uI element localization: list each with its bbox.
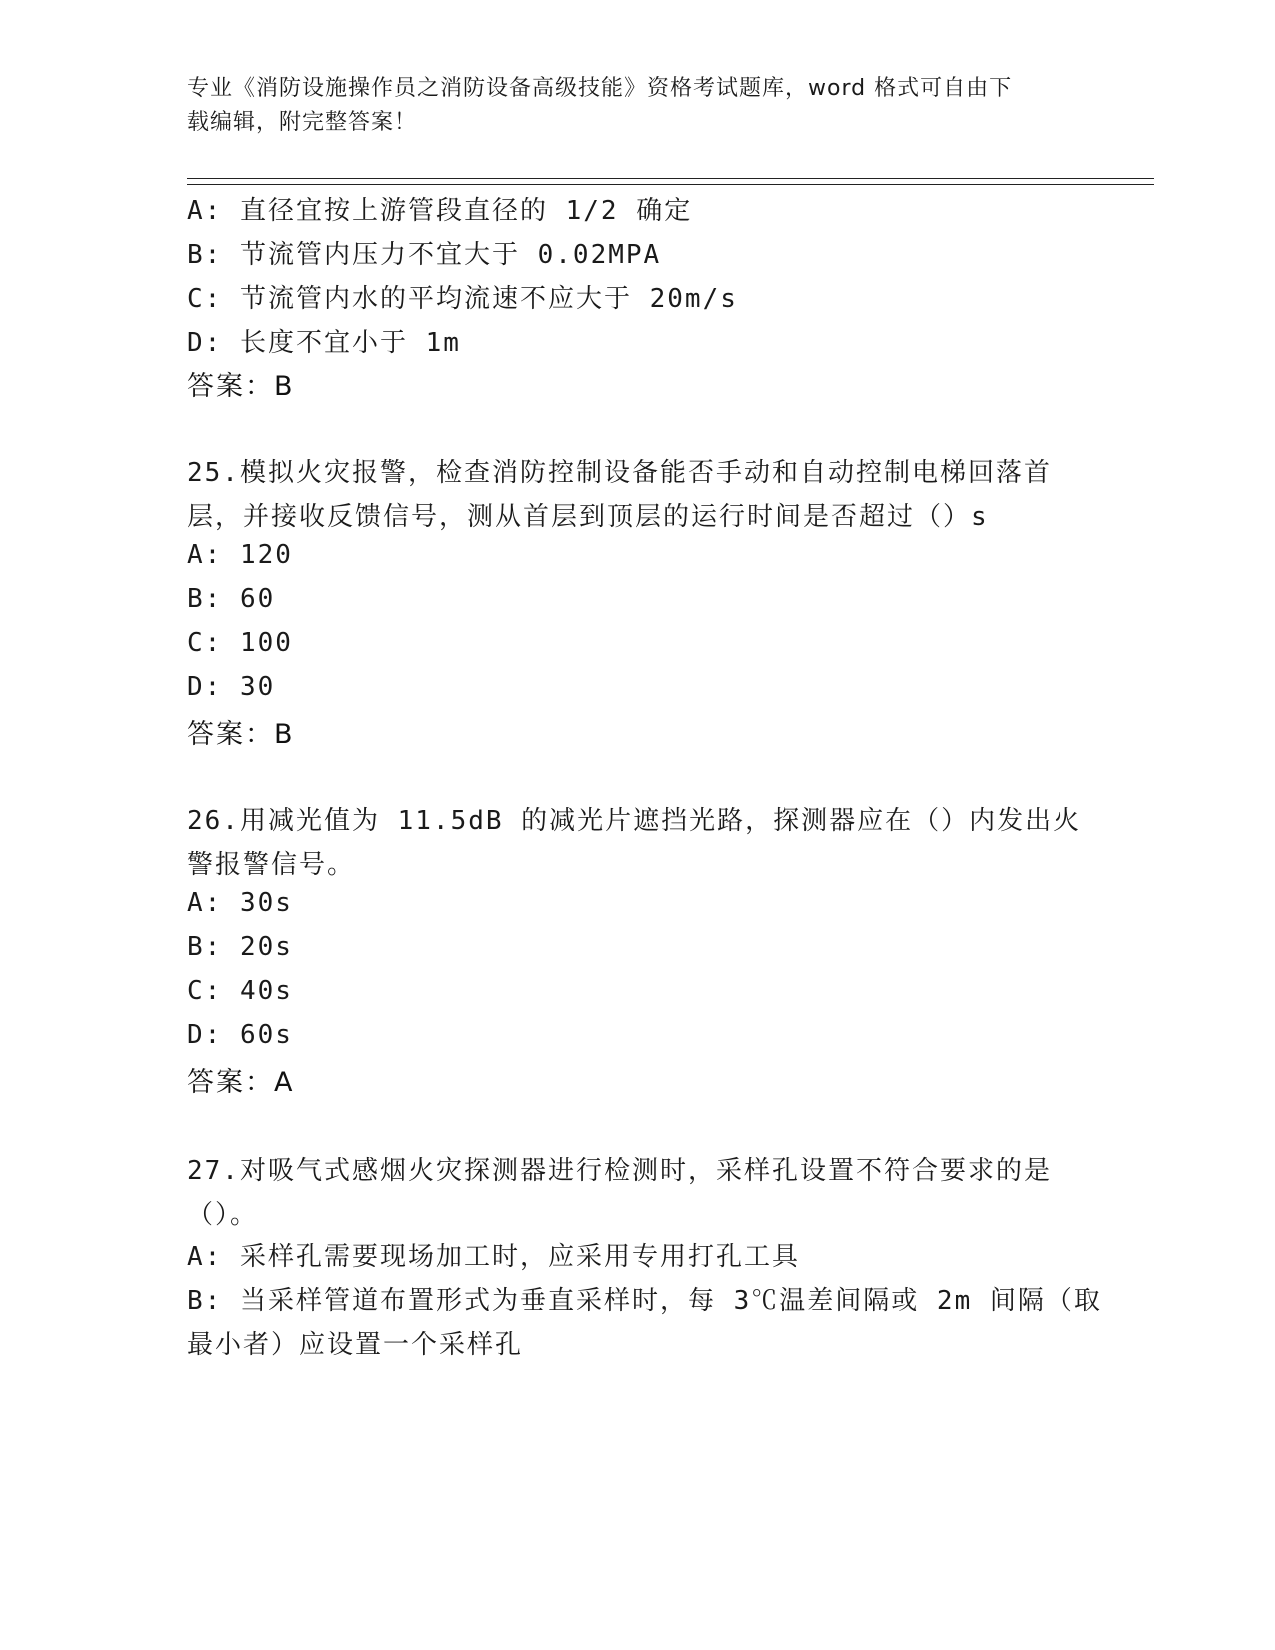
document-header: [187, 72, 1067, 140]
q24-option-d: D: 长度不宜小于 1m: [187, 328, 461, 358]
q24-answer: 答案：B: [187, 371, 295, 402]
header-line-1: 专业《消防设施操作员之消防设备高级技能》资格考试题库，word 格式可自由下: [187, 76, 1013, 101]
q26-stem-line-2: 警报警信号。: [187, 850, 356, 880]
header-divider-top: [187, 178, 1154, 179]
q25-stem-line-2: 层，并接收反馈信号，测从首层到顶层的运行时间是否超过（）s: [187, 502, 989, 532]
header-line-2: 载编辑，附完整答案！: [187, 110, 418, 135]
q25-answer: 答案：B: [187, 719, 295, 750]
q27-option-b-continued: 最小者）应设置一个采样孔: [187, 1330, 524, 1360]
q24-option-c: C: 节流管内水的平均流速不应大于 20m/s: [187, 284, 738, 314]
q26-option-c: C: 40s: [187, 976, 293, 1006]
header-divider-bottom: [187, 184, 1154, 185]
q24-option-b: B: 节流管内压力不宜大于 0.02MPA: [187, 240, 662, 270]
q27-stem-line-2: （）。: [187, 1200, 259, 1230]
q27-option-b: B: 当采样管道布置形式为垂直采样时，每 3℃温差间隔或 2m 间隔（取: [187, 1286, 1102, 1316]
q24-option-a: A: 直径宜按上游管段直径的 1/2 确定: [187, 196, 693, 226]
q26-option-b: B: 20s: [187, 932, 293, 962]
q26-option-a: A: 30s: [187, 888, 293, 918]
q27-option-a: A: 采样孔需要现场加工时，应采用专用打孔工具: [187, 1242, 800, 1272]
q25-option-d: D: 30: [187, 672, 276, 702]
q26-answer: 答案：A: [187, 1067, 295, 1098]
q27-stem-line-1: 27.对吸气式感烟火灾探测器进行检测时，采样孔设置不符合要求的是: [187, 1156, 1052, 1186]
q26-option-d: D: 60s: [187, 1020, 293, 1050]
q26-stem-line-1: 26.用减光值为 11.5dB 的减光片遮挡光路，探测器应在（）内发出火: [187, 806, 1082, 836]
q25-stem-line-1: 25.模拟火灾报警，检查消防控制设备能否手动和自动控制电梯回落首: [187, 458, 1052, 488]
q25-option-b: B: 60: [187, 584, 276, 614]
q25-option-a: A: 120: [187, 540, 293, 570]
q25-option-c: C: 100: [187, 628, 293, 658]
